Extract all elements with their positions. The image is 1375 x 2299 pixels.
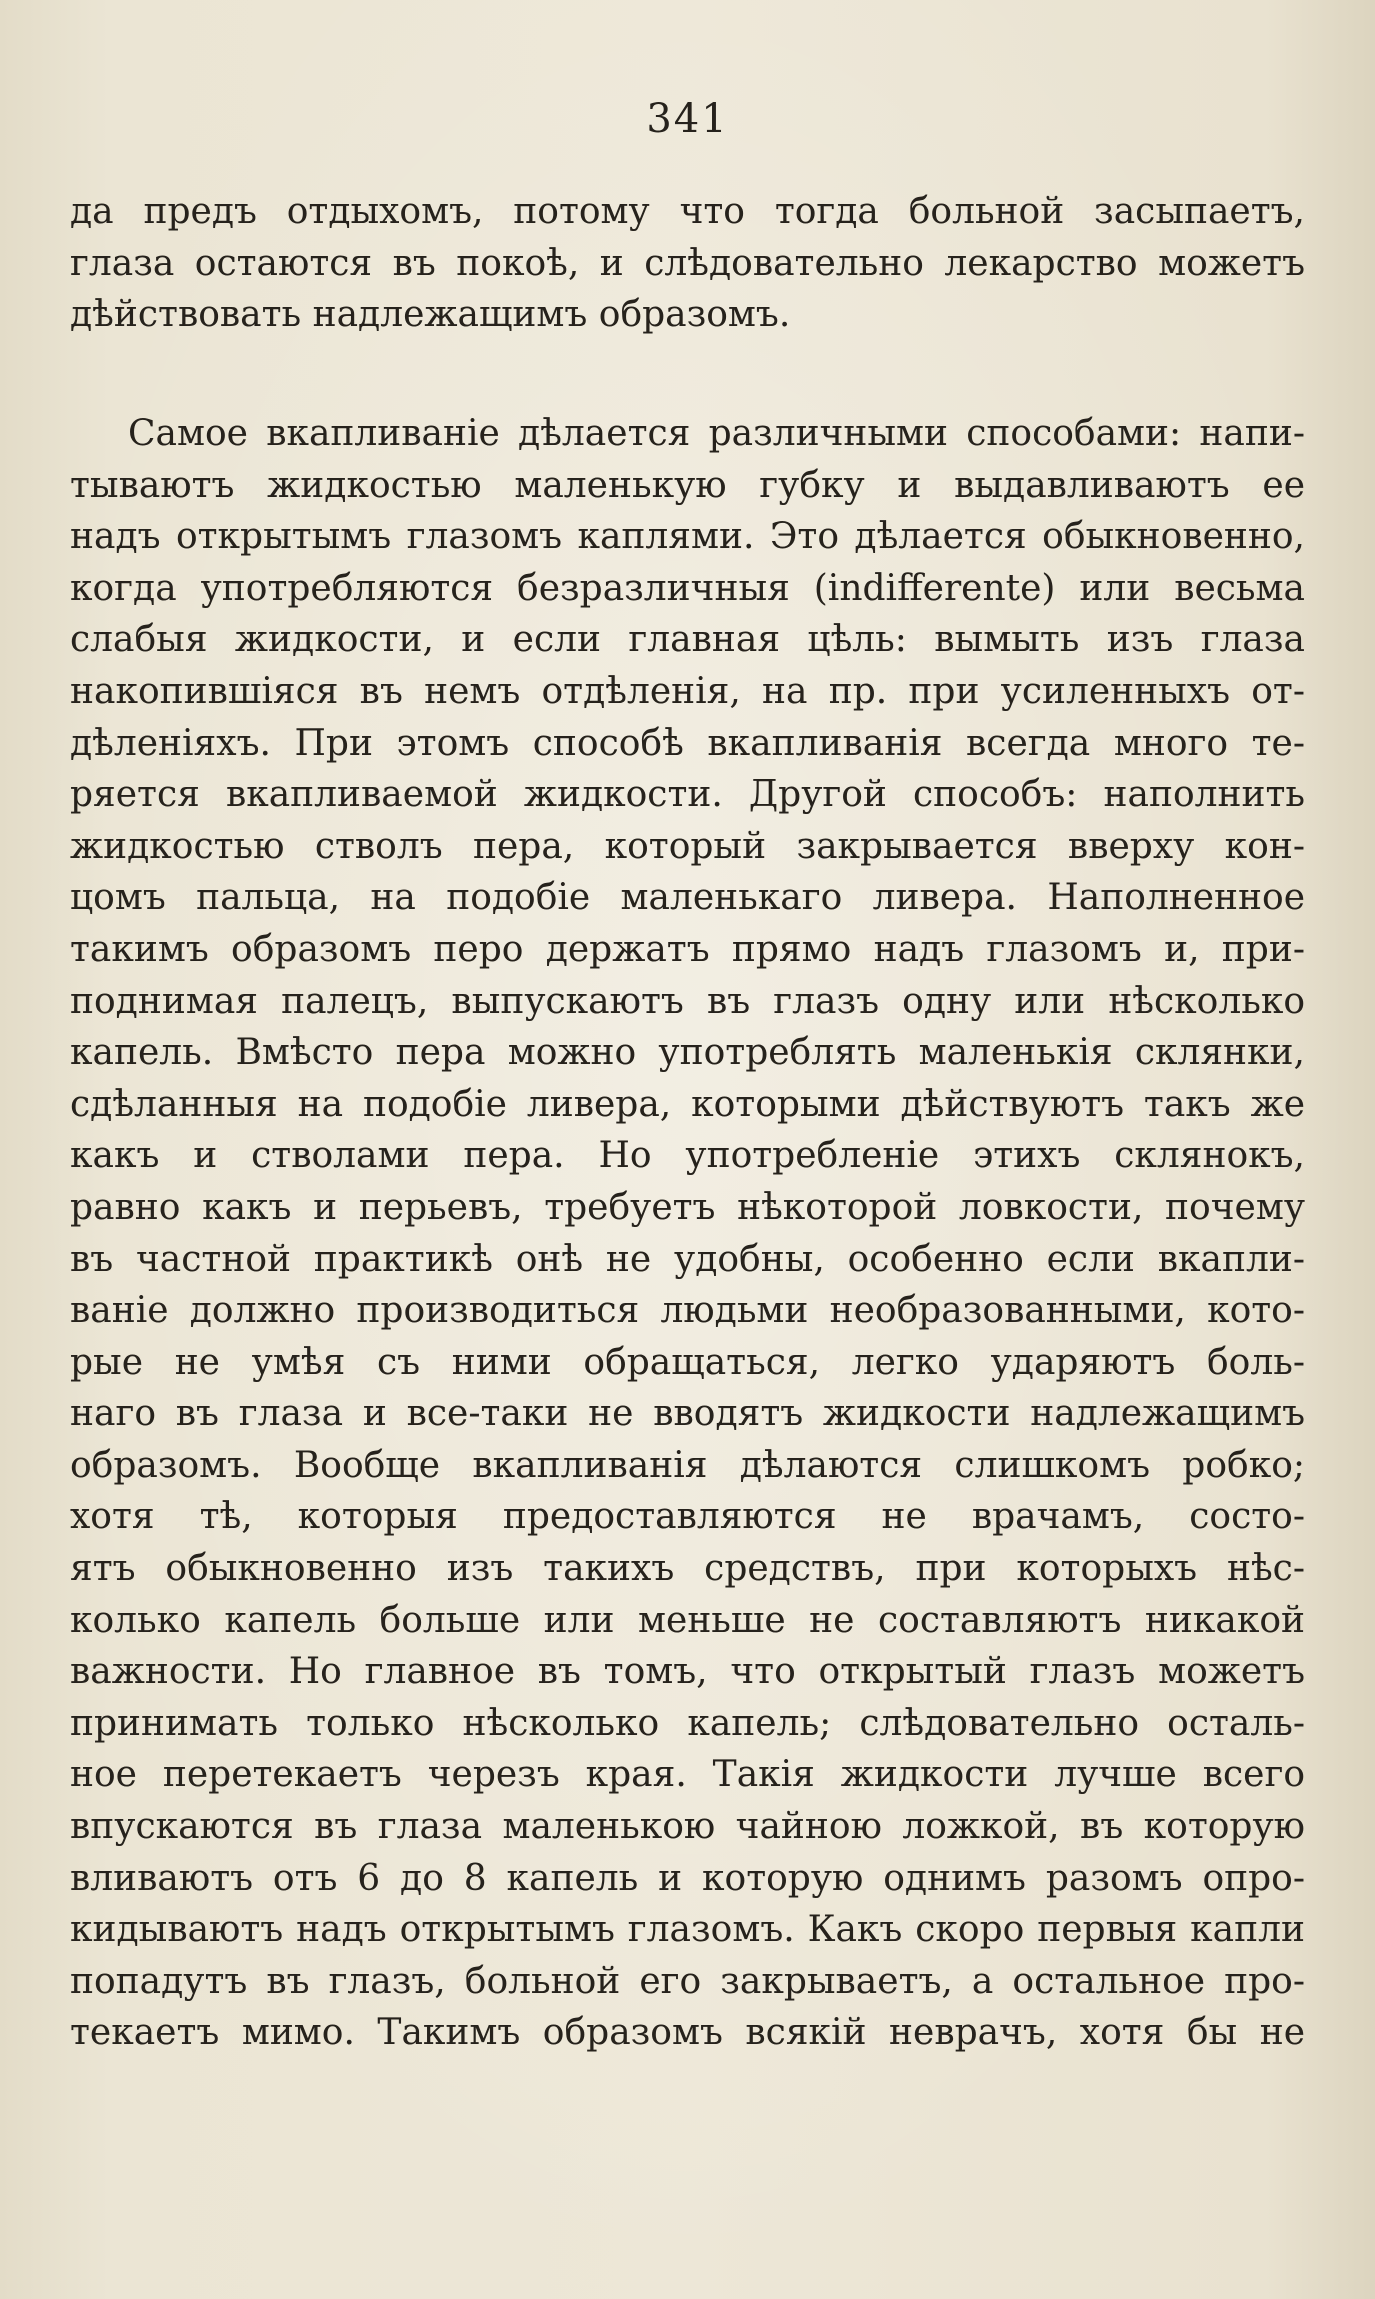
text-line: Самое вкапливаніе дѣлается различными способами: напи- xyxy=(128,413,1305,454)
text-line: да предъ отдыхомъ, потому что тогда больной засыпаетъ, xyxy=(70,191,1305,232)
text-line: ное перетекаетъ черезъ края. Такія жидкости лучше всего xyxy=(70,1754,1305,1796)
text-line: вливаютъ отъ 6 до 8 капель и которую однимъ разомъ опро- xyxy=(70,1857,1305,1899)
text-line: дѣленіяхъ. При этомъ способѣ вкапливанія всегда много те- xyxy=(70,722,1305,764)
text-line: принимать только нѣсколько капель; слѣдовательно осталь- xyxy=(70,1702,1305,1744)
text-line: такимъ образомъ перо держатъ прямо надъ глазомъ и, при- xyxy=(70,928,1305,970)
text-line: въ частной практикѣ онѣ не удобны, особенно если вкапли- xyxy=(70,1238,1305,1280)
text-line: накопившіяся въ немъ отдѣленія, на пр. при усиленныхъ от- xyxy=(70,670,1305,712)
text-line: наго въ глаза и все-таки не вводятъ жидкости надлежащимъ xyxy=(70,1393,1305,1435)
text-line: когда употребляются безразличныя (indifferente) или весьма xyxy=(70,567,1305,609)
text-line: колько капель больше или меньше не составляютъ никакой xyxy=(70,1599,1305,1641)
text-line: какъ и стволами пера. Но употребленіе этихъ склянокъ, xyxy=(70,1135,1305,1177)
text-line: слабыя жидкости, и если главная цѣль: вымыть изъ глаза xyxy=(70,619,1305,661)
text-line: хотя тѣ, которыя предоставляются не врачамъ, состо- xyxy=(70,1496,1305,1538)
text-line: текаетъ мимо. Такимъ образомъ всякій неврачъ, хотя бы не xyxy=(70,2012,1305,2054)
text-line: капель. Вмѣсто пера можно употреблять маленькія склянки, xyxy=(70,1032,1305,1074)
text-line: дѣйствовать надлежащимъ образомъ. xyxy=(70,294,791,336)
paragraph-2 xyxy=(70,408,1305,2059)
text-line: впускаются въ глаза маленькою чайною ложкой, въ которую xyxy=(70,1806,1305,1848)
page-number: 341 xyxy=(646,96,729,142)
text-line: жидкостью стволъ пера, который закрывается вверху кон- xyxy=(70,825,1305,867)
text-line: ятъ обыкновенно изъ такихъ средствъ, при которыхъ нѣс- xyxy=(70,1548,1305,1590)
text-line: тываютъ жидкостью маленькую губку и выдавливаютъ ее xyxy=(70,464,1305,506)
text-line: важности. Но главное въ томъ, что открытый глазъ можетъ xyxy=(70,1651,1305,1693)
paragraph-1 xyxy=(70,186,1305,341)
text-line: равно какъ и перьевъ, требуетъ нѣкоторой ловкости, почему xyxy=(70,1186,1305,1228)
text-line: сдѣланныя на подобіе ливера, которыми дѣйствуютъ такъ же xyxy=(70,1083,1305,1125)
text-line: попадутъ въ глазъ, больной его закрываетъ, а остальное про- xyxy=(70,1960,1305,2002)
text-line: кидываютъ надъ открытымъ глазомъ. Какъ скоро первыя капли xyxy=(70,1909,1305,1951)
text-line: надъ открытымъ глазомъ каплями. Это дѣлается обыкновенно, xyxy=(70,516,1305,558)
text-line: глаза остаются въ покоѣ, и слѣдовательно лекарство можетъ xyxy=(70,242,1305,284)
text-line: рые не умѣя съ ними обращаться, легко ударяютъ боль- xyxy=(70,1341,1305,1383)
text-line: образомъ. Вообще вкапливанія дѣлаются слишкомъ робко; xyxy=(70,1444,1305,1486)
text-line: ряется вкапливаемой жидкости. Другой способъ: наполнить xyxy=(70,774,1305,816)
text-line: ваніе должно производиться людьми необразованными, кото- xyxy=(70,1290,1305,1332)
text-line: поднимая палецъ, выпускаютъ въ глазъ одну или нѣсколько xyxy=(70,980,1305,1022)
text-line: цомъ пальца, на подобіе маленькаго ливера. Наполненное xyxy=(70,877,1305,919)
